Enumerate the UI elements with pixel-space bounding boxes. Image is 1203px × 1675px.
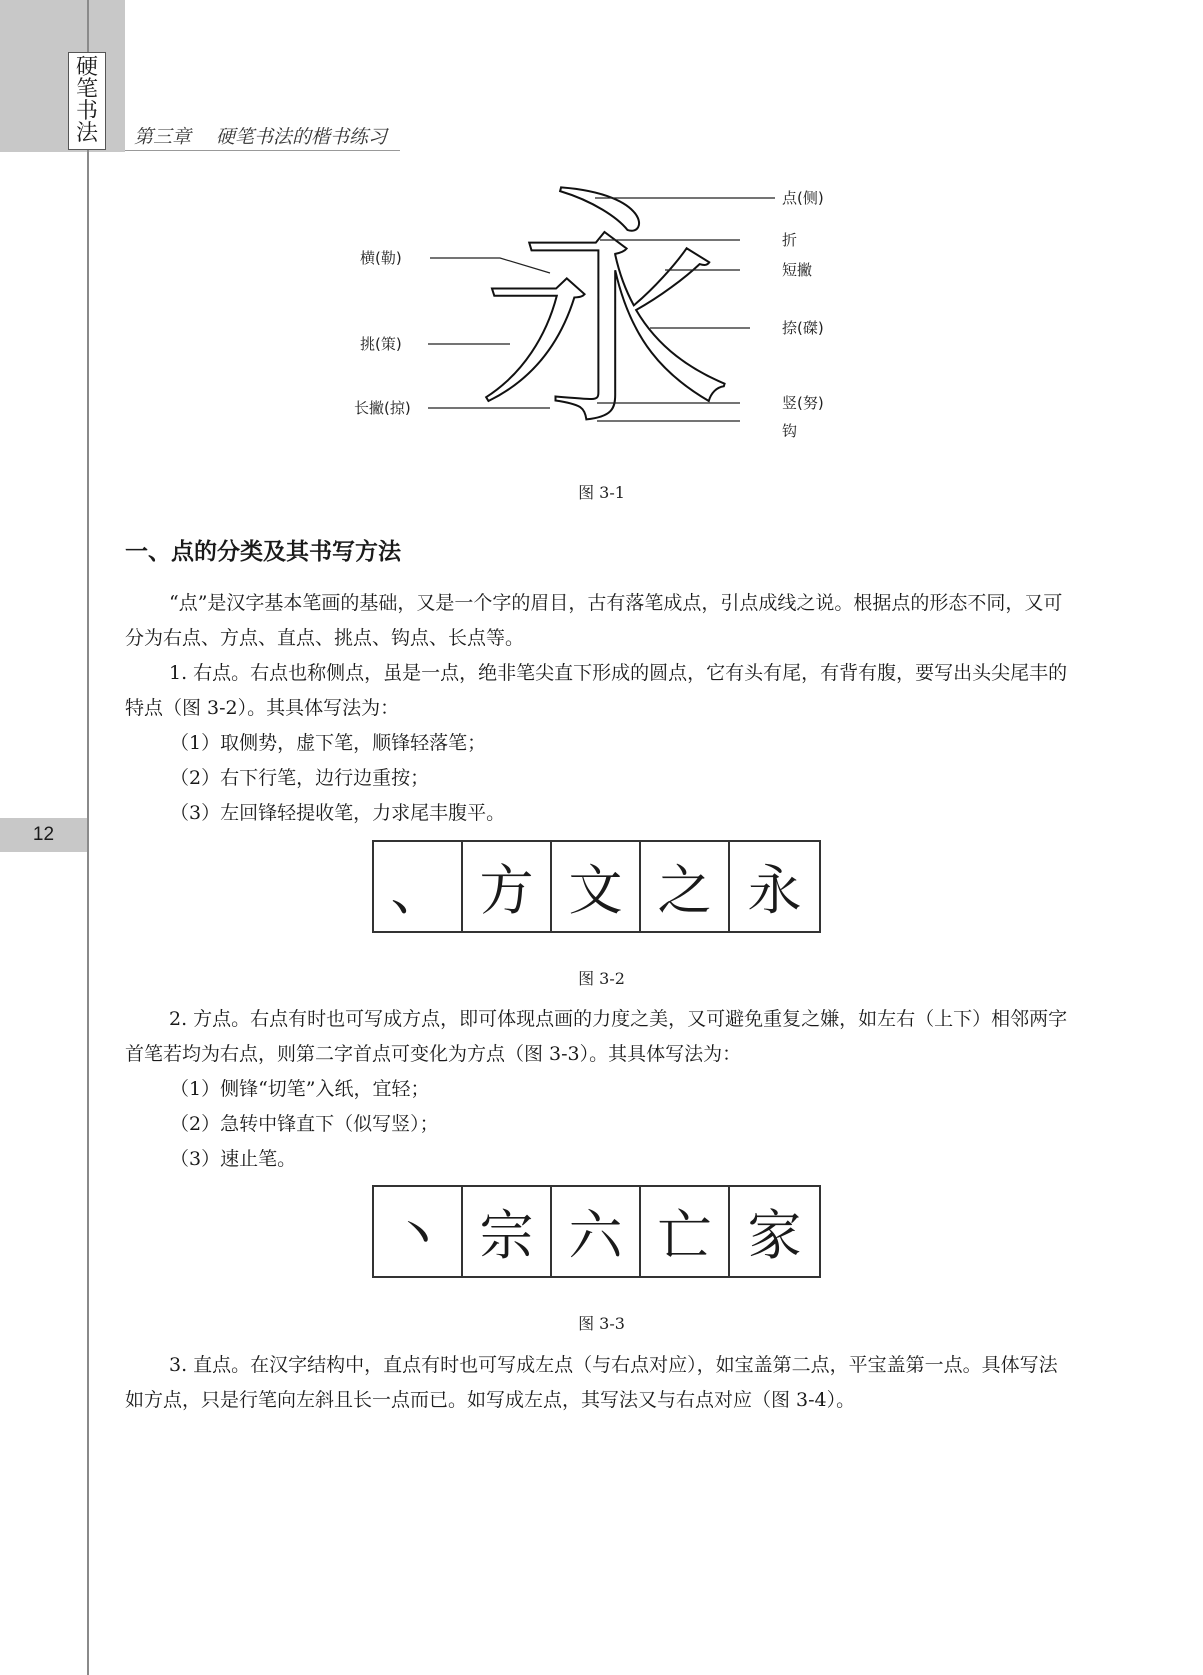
series-title-box	[68, 52, 106, 150]
char-cell: 宗	[463, 1187, 552, 1276]
char-cell: 六	[552, 1187, 641, 1276]
label-dian: 点(侧)	[782, 189, 824, 207]
yong-character: 永	[477, 164, 733, 461]
intro-paragraph: “点”是汉字基本笔画的基础，又是一个字的眉目，古有落笔成点，引点成线之说。根据点的形态不同，又可分为右点、方点、直点、挑点、钩点、长点等。	[125, 592, 1063, 649]
step-item: （2）急转中锋直下（似写竖）；	[170, 1113, 439, 1135]
chapter-title: 第三章 硬笔书法的楷书练习	[134, 126, 388, 148]
series-title-char: 书	[75, 99, 98, 124]
label-zhe: 折	[782, 231, 798, 249]
step-item: （3）左回锋轻提收笔，力求尾丰腹平。	[170, 802, 506, 824]
page-number: 12	[0, 818, 87, 852]
label-tiao: 挑(策)	[360, 335, 402, 353]
label-chang-pie: 长撇(掠)	[354, 399, 411, 417]
square-dot-paragraph: 2. 方点。右点有时也可写成方点，即可体现点画的力度之美，又可避免重复之嫌，如左右（上下）相邻两字首笔若均为右点，则第二字首点可变化为方点（图 3-3）。其具体写法为：	[125, 1008, 1068, 1065]
char-cell: 丶	[374, 1187, 463, 1276]
straight-dot-paragraph: 3. 直点。在汉字结构中，直点有时也可写成左点（与右点对应），如宝盖第二点，平宝盖第一点。具体写法如方点，只是行笔向左斜且长一点而已。如写成左点，其写法又与右点对应（图 3-4）。	[125, 1354, 1058, 1411]
char-cell: 亡	[641, 1187, 730, 1276]
yong-stroke-diagram	[354, 164, 860, 461]
header-gray-block	[0, 0, 125, 152]
label-heng: 横(勒)	[360, 249, 402, 267]
char-cell: 永	[747, 859, 802, 922]
label-gou: 钩	[782, 422, 798, 440]
header-rule	[125, 150, 400, 151]
char-cell: 方	[463, 842, 552, 931]
series-title-char: 法	[75, 121, 98, 146]
step-item: （2）右下行笔，边行边重按；	[170, 767, 430, 789]
step-item: （3）速止笔。	[170, 1148, 297, 1170]
figure-caption: 图 3-1	[578, 483, 625, 502]
right-dot-paragraph: 1. 右点。右点也称侧点，虽是一点，绝非笔尖直下形成的圆点，它有头有尾，有背有腹，要写出头尖尾丰的特点（图 3-2）。其具体写法为：	[125, 662, 1068, 719]
label-shu: 竖(努)	[782, 394, 824, 412]
section-heading: 一、点的分类及其书写方法	[125, 539, 401, 565]
char-grid-fig-3-3	[372, 1185, 821, 1278]
step-item: （1）取侧势，虚下笔，顺锋轻落笔；	[170, 732, 487, 754]
margin-rule	[87, 0, 89, 1675]
char-cell: 、	[374, 842, 463, 931]
char-cell: 之	[641, 842, 730, 931]
char-grid-fig-3-2	[372, 840, 821, 933]
series-title-char: 硬	[75, 55, 98, 80]
char-cell: 文	[552, 842, 641, 931]
step-item: （1）侧锋“切笔”入纸，宜轻；	[170, 1078, 430, 1100]
series-title-char: 笔	[75, 77, 98, 102]
figure-caption: 图 3-3	[578, 1314, 625, 1333]
label-na: 捺(磔)	[782, 319, 824, 337]
label-duan-pie: 短撇	[782, 261, 813, 279]
char-cell: 家	[747, 1204, 802, 1267]
figure-caption: 图 3-2	[578, 969, 625, 988]
